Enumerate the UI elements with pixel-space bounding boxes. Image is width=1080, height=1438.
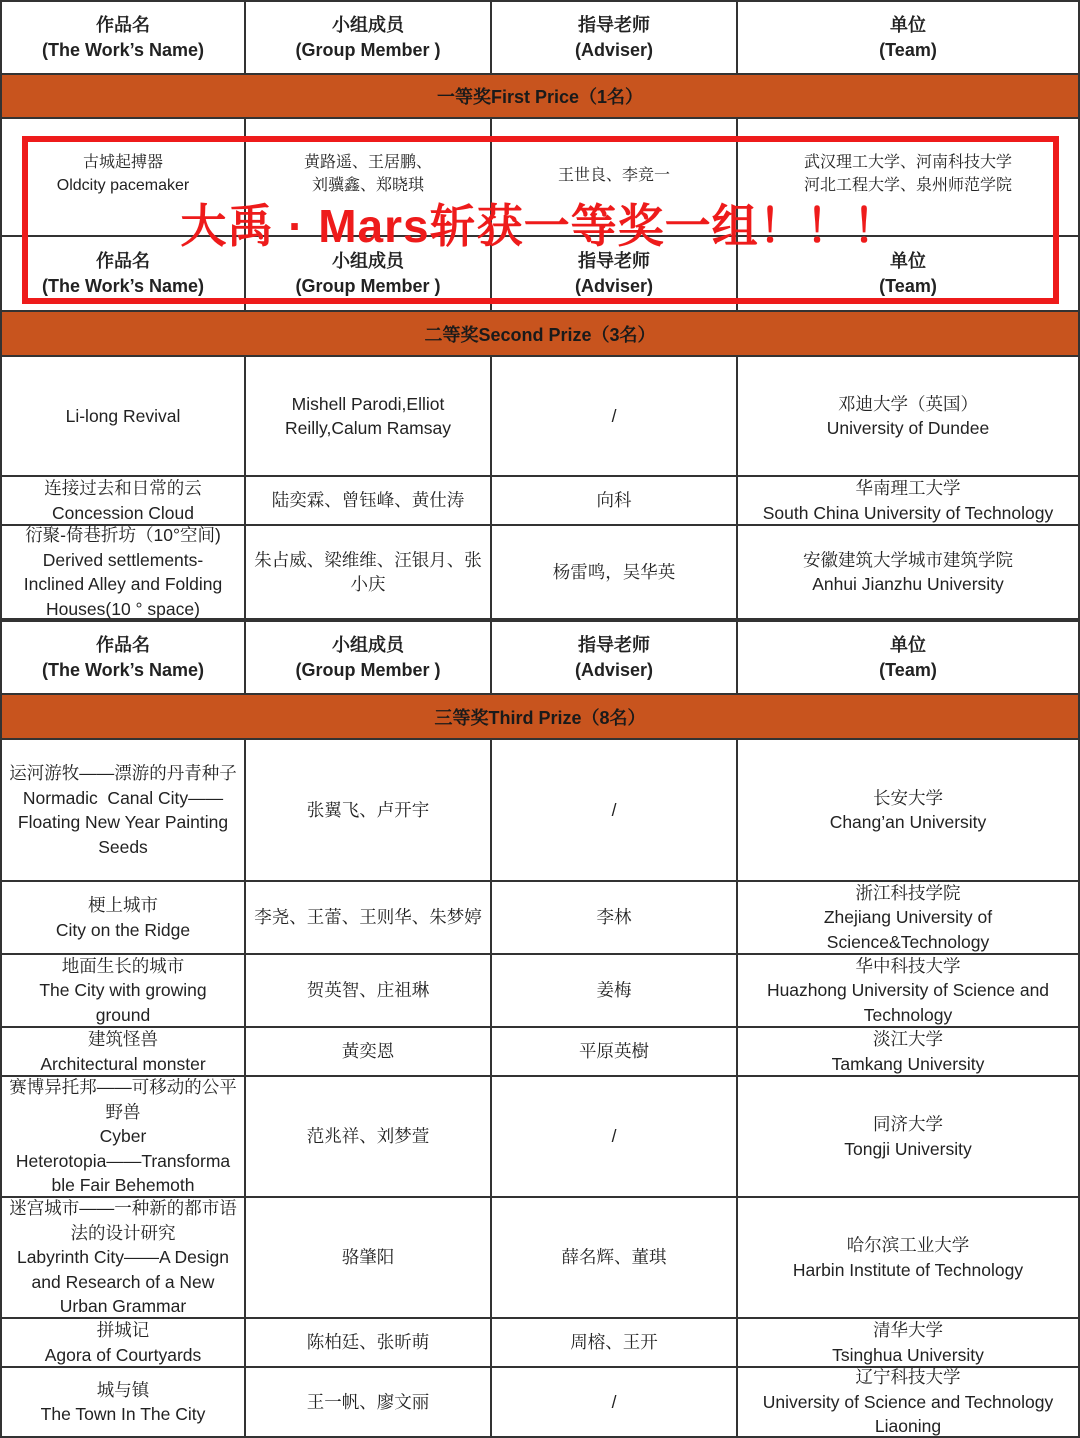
text-line: 河北工程大学、泉州师范学院 <box>803 177 1012 194</box>
text-line: Heterotopia——Transforma <box>15 1150 231 1171</box>
text-line: 周榕、王开 <box>570 1332 658 1353</box>
text-line: Agora of Courtyards <box>44 1344 202 1365</box>
header-team-zh: 单位 <box>890 250 926 271</box>
text-line: 浙江科技学院 <box>855 882 961 903</box>
text-line: Huazhong University of Science and <box>766 980 1050 1001</box>
text-line: Labyrinth City——A Design <box>16 1247 230 1268</box>
text-line: The Town In The City <box>40 1404 206 1424</box>
header-member-zh: 小组成员 <box>332 14 404 35</box>
cell-adviser <box>492 477 738 526</box>
text-line: 梗上城市 <box>88 895 158 915</box>
cell-work <box>0 740 246 882</box>
text-line: Derived settlements- <box>42 549 204 570</box>
text-line: 姜梅 <box>596 980 632 1001</box>
cell-adviser <box>492 1319 738 1368</box>
header-row <box>0 0 1080 75</box>
text-line: 李尧、王蕾、王则华、朱梦婷 <box>254 907 482 928</box>
text-line: Technology <box>863 1004 953 1025</box>
text-line: 赛博异托邦——可移动的公平 <box>9 1077 237 1098</box>
cell-adviser <box>492 526 738 620</box>
text-line: 王世良、李竞一 <box>557 167 670 184</box>
table-row <box>0 1028 1080 1077</box>
text-line: Liaoning <box>874 1416 942 1437</box>
text-line: ble Fair Behemoth <box>51 1175 195 1196</box>
text-line: 刘骥鑫、郑晓琪 <box>311 177 424 194</box>
text-line: 长安大学 <box>873 787 943 808</box>
cell-team <box>738 740 1080 882</box>
text-line: 建筑怪兽 <box>88 1029 158 1049</box>
text-line: Li-long Revival <box>65 405 181 426</box>
cell-members <box>246 526 492 620</box>
cell-members <box>246 1368 492 1438</box>
cell-members <box>246 882 492 955</box>
table-row <box>0 1198 1080 1319</box>
header-team <box>738 237 1080 312</box>
text-line: Normadic Canal City—— <box>22 787 224 808</box>
header-member-en: (Group Member ) <box>295 275 441 296</box>
header-member <box>246 237 492 312</box>
text-line: 贺英智、庄祖琳 <box>306 980 430 1001</box>
cell-team <box>738 1028 1080 1077</box>
text-line: 华南理工大学 <box>855 478 961 498</box>
cell-adviser <box>492 1368 738 1438</box>
header-work-zh: 作品名 <box>96 634 150 655</box>
text-line: 华中科技大学 <box>855 955 961 976</box>
text-line: Harbin Institute of Technology <box>792 1259 1024 1280</box>
cell-members <box>246 1319 492 1368</box>
text-line: 野兽 <box>105 1101 141 1122</box>
table-row <box>0 357 1080 477</box>
cell-work <box>0 1368 246 1438</box>
text-line: Urban Grammar <box>59 1296 187 1317</box>
text-line: 李林 <box>596 907 632 928</box>
table-row <box>0 740 1080 882</box>
text-line: 迷宫城市——一种新的都市语 <box>9 1198 237 1219</box>
text-line: 地面生长的城市 <box>61 955 185 976</box>
text-line: Inclined Alley and Folding <box>23 574 223 594</box>
header-member-zh: 小组成员 <box>332 634 404 655</box>
table-row <box>0 1077 1080 1198</box>
header-work <box>0 237 246 312</box>
text-line: Cyber <box>99 1126 147 1147</box>
header-team <box>738 620 1080 695</box>
table-row <box>0 477 1080 526</box>
text-line: ground <box>95 1004 151 1025</box>
first-prize-row <box>0 119 1080 237</box>
cell-adviser <box>492 1028 738 1077</box>
header-work-zh: 作品名 <box>96 14 150 35</box>
header-adviser-zh: 指导老师 <box>578 250 650 271</box>
text-line: University of Science and Technology <box>762 1391 1054 1412</box>
text-line: / <box>611 1126 617 1147</box>
first-prize-work <box>0 119 246 237</box>
text-line: 陆奕霖、曾钰峰、黄仕涛 <box>271 490 465 511</box>
text-line: 同济大学 <box>873 1114 943 1134</box>
text-line: City on the Ridge <box>55 919 191 940</box>
table-row <box>0 1319 1080 1368</box>
text-line: Oldcity pacemaker <box>56 177 190 194</box>
header-adviser <box>492 237 738 312</box>
cell-team <box>738 882 1080 955</box>
text-line: 城与镇 <box>96 1379 150 1400</box>
cell-members <box>246 740 492 882</box>
header-adviser <box>492 620 738 695</box>
third-prize-band: 三等奖Third Prize（8名） <box>0 695 1080 740</box>
cell-members <box>246 477 492 526</box>
cell-team <box>738 1319 1080 1368</box>
cell-members <box>246 357 492 477</box>
cell-team <box>738 955 1080 1028</box>
text-line: South China University of Technology <box>762 502 1054 523</box>
cell-adviser <box>492 1077 738 1198</box>
text-line: University of Dundee <box>826 418 990 438</box>
header-work <box>0 620 246 695</box>
award-callout: 大禹 · Mars斩获一等奖一组！！！ <box>180 200 900 252</box>
text-line: 安徽建筑大学城市建筑学院 <box>803 549 1013 570</box>
header-team-zh: 单位 <box>890 634 926 655</box>
text-line: Seeds <box>98 836 148 857</box>
cell-work <box>0 955 246 1028</box>
cell-work <box>0 1028 246 1077</box>
text-line: 拼城记 <box>96 1320 150 1340</box>
header-team <box>738 0 1080 75</box>
header-team-en: (Team) <box>879 659 937 680</box>
text-line: 小庆 <box>350 574 386 594</box>
header-member-zh: 小组成员 <box>332 250 404 271</box>
cell-team <box>738 526 1080 620</box>
text-line: / <box>611 799 617 820</box>
cell-members <box>246 1198 492 1319</box>
text-line: 运河游牧——漂游的丹青种子 <box>9 763 237 783</box>
header-row <box>0 237 1080 312</box>
cell-adviser <box>492 1198 738 1319</box>
header-adviser-en: (Adviser) <box>574 659 654 680</box>
header-adviser-zh: 指导老师 <box>578 14 650 35</box>
first-prize-team <box>738 119 1080 237</box>
text-line: 黃奕恩 <box>341 1041 395 1062</box>
cell-adviser <box>492 357 738 477</box>
header-member-en: (Group Member ) <box>295 659 441 680</box>
cell-work <box>0 1077 246 1198</box>
header-work-en: (The Work’s Name) <box>41 275 205 296</box>
text-line: 骆肇阳 <box>341 1247 395 1268</box>
text-line: Anhui Jianzhu University <box>812 574 1004 594</box>
text-line: Zhejiang University of <box>823 907 993 928</box>
header-row <box>0 620 1080 695</box>
cell-team <box>738 1368 1080 1438</box>
first-prize-band: 一等奖First Price（1名） <box>0 75 1080 119</box>
text-line: 连接过去和日常的云 <box>44 478 202 498</box>
text-line: 张翼飞、卢开宇 <box>306 799 430 820</box>
table-row <box>0 882 1080 955</box>
cell-work <box>0 526 246 620</box>
text-line: Science&Technology <box>826 931 990 952</box>
header-adviser-zh: 指导老师 <box>578 634 650 655</box>
text-line: Houses(10 ° space) <box>46 598 200 619</box>
text-line: Mishell Parodi,Elliot <box>291 393 445 414</box>
text-line: Reilly,Calum Ramsay <box>285 418 451 438</box>
text-line: 武汉理工大学、河南科技大学 <box>803 154 1012 171</box>
header-adviser-en: (Adviser) <box>574 275 654 296</box>
cell-team <box>738 477 1080 526</box>
header-member <box>246 620 492 695</box>
text-line: 黄路遥、王居鹏、 <box>303 154 432 171</box>
header-team-en: (Team) <box>879 275 937 296</box>
text-line: Chang’an University <box>829 812 987 832</box>
table-row <box>0 955 1080 1028</box>
text-line: 薛名辉、董琪 <box>561 1247 667 1268</box>
text-line: 清华大学 <box>873 1320 943 1340</box>
cell-adviser <box>492 882 738 955</box>
header-adviser <box>492 0 738 75</box>
cell-team <box>738 357 1080 477</box>
text-line: 朱占威、梁维维、汪银月、张 <box>254 549 482 570</box>
text-line: Tamkang University <box>831 1053 985 1074</box>
first-prize-adviser <box>492 119 738 237</box>
text-line: 杨雷鸣，吴华英 <box>552 561 676 582</box>
text-line: 范兆祥、刘梦萱 <box>306 1126 430 1147</box>
cell-adviser <box>492 955 738 1028</box>
text-line: Floating New Year Painting <box>17 812 229 832</box>
header-work-en: (The Work’s Name) <box>41 659 205 680</box>
header-work <box>0 0 246 75</box>
cell-members <box>246 1028 492 1077</box>
header-work-en: (The Work’s Name) <box>41 39 205 60</box>
text-line: 陈柏廷、张昕萌 <box>306 1332 430 1353</box>
header-member <box>246 0 492 75</box>
table-row <box>0 526 1080 620</box>
text-line: Tsinghua University <box>832 1344 984 1365</box>
text-line: 古城起搏器 <box>82 154 163 171</box>
cell-work <box>0 1198 246 1319</box>
text-line: 向科 <box>596 490 632 511</box>
text-line: The City with growing <box>39 980 207 1001</box>
text-line: 法的设计研究 <box>70 1222 176 1243</box>
text-line: 平原英樹 <box>579 1041 649 1062</box>
cell-adviser <box>492 740 738 882</box>
first-prize-members <box>246 119 492 237</box>
cell-members <box>246 1077 492 1198</box>
cell-work <box>0 1319 246 1368</box>
cell-work <box>0 882 246 955</box>
text-line: 淡江大学 <box>873 1029 943 1049</box>
cell-members <box>246 955 492 1028</box>
cell-team <box>738 1198 1080 1319</box>
text-line: 衍聚-倚巷折坊（10°空间) <box>25 526 221 545</box>
header-team-zh: 单位 <box>890 14 926 35</box>
text-line: 邓迪大学（英国） <box>838 393 978 414</box>
cell-work <box>0 357 246 477</box>
cell-team <box>738 1077 1080 1198</box>
text-line: and Research of a New <box>31 1271 215 1292</box>
text-line: 王一帆、廖文丽 <box>306 1391 430 1412</box>
second-prize-band: 二等奖Second Prize（3名） <box>0 312 1080 357</box>
header-adviser-en: (Adviser) <box>574 39 654 60</box>
text-line: 哈尔滨工业大学 <box>846 1235 970 1255</box>
table-row <box>0 1368 1080 1438</box>
text-line: Architectural monster <box>40 1053 206 1074</box>
text-line: Tongji University <box>844 1138 972 1159</box>
text-line: Concession Cloud <box>51 502 195 523</box>
header-team-en: (Team) <box>879 39 937 60</box>
header-member-en: (Group Member ) <box>295 39 441 60</box>
text-line: / <box>611 1391 617 1412</box>
text-line: / <box>611 405 617 426</box>
cell-work <box>0 477 246 526</box>
header-work-zh: 作品名 <box>96 250 150 271</box>
text-line: 辽宁科技大学 <box>855 1368 961 1388</box>
